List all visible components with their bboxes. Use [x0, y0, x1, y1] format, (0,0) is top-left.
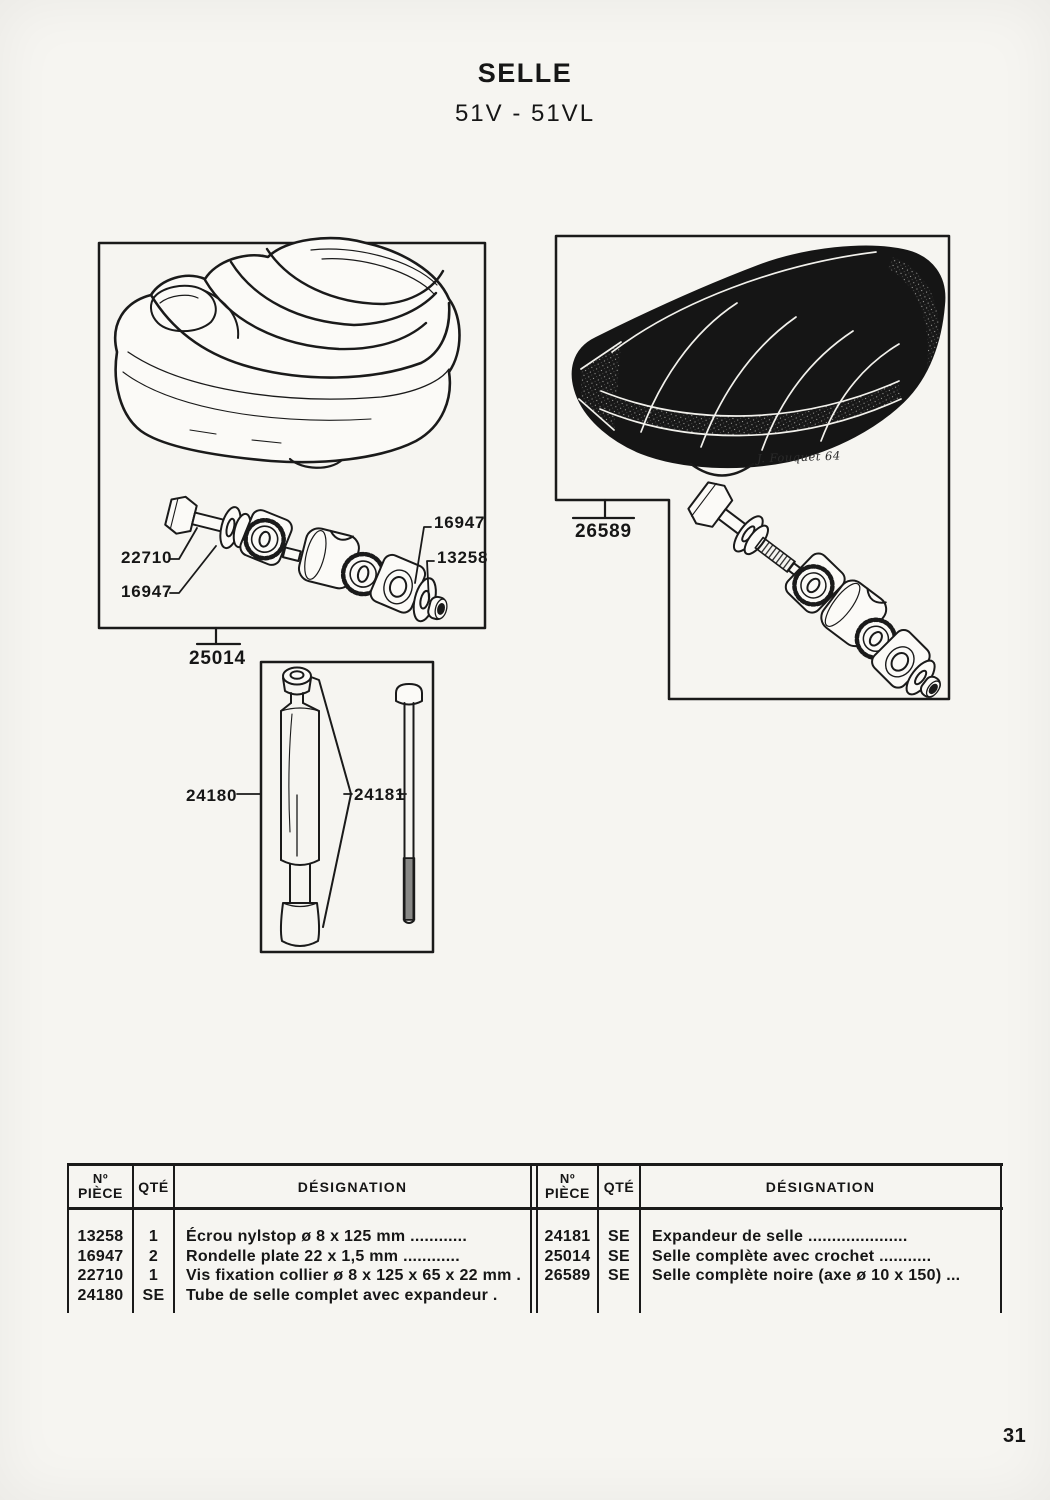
callout-16947-right: 16947	[434, 513, 486, 532]
column-piece-left	[69, 1227, 132, 1305]
table-cell: 1	[148, 1267, 159, 1285]
table-cell: Écrou nylstop ø 8 x 125 mm ............	[186, 1228, 468, 1245]
table-cell: 24181	[544, 1228, 591, 1245]
seat-tube-drawing	[281, 668, 319, 947]
header-piece-right: Nº PIÈCE	[544, 1171, 590, 1201]
right-hardware-drawing	[677, 473, 963, 711]
table-cell: 2	[148, 1247, 159, 1265]
table-cell: 13258	[77, 1228, 124, 1245]
page-number: 31	[1003, 1425, 1027, 1447]
table-cell: Rondelle plate 22 x 1,5 mm ............	[186, 1247, 461, 1265]
table-cell: SE	[608, 1247, 630, 1265]
page-title: SELLE	[477, 58, 573, 88]
callout-13258: 13258	[437, 548, 489, 567]
expander-wedge-drawing	[311, 677, 351, 927]
callout-24181: 24181	[354, 785, 406, 804]
header-designation-right: DÉSIGNATION	[765, 1178, 876, 1195]
black-saddle-drawing	[573, 247, 945, 476]
header-designation-left: DÉSIGNATION	[297, 1178, 408, 1195]
callout-24180: 24180	[186, 786, 238, 805]
column-piece-right	[538, 1227, 597, 1286]
table-vrule	[530, 1163, 532, 1313]
artist-signature: J. Fouquet 64	[756, 448, 841, 466]
table-cell: Expandeur de selle .....................	[652, 1228, 908, 1245]
callout-22710: 22710	[121, 548, 173, 567]
table-cell: SE	[608, 1267, 630, 1285]
header-qty-left: QTÉ	[138, 1178, 169, 1195]
table-cell: SE	[608, 1228, 630, 1245]
table-cell: 22710	[77, 1267, 124, 1285]
table-cell: SE	[142, 1286, 165, 1304]
left-hardware-drawing	[157, 487, 459, 627]
callout-25014: 25014	[189, 648, 246, 669]
header-piece-left: Nº PIÈCE	[77, 1171, 123, 1201]
table-cell: 1	[148, 1228, 159, 1245]
column-qty-left	[134, 1227, 173, 1305]
table-cell: 26589	[544, 1267, 591, 1285]
column-designation-right	[641, 1227, 1000, 1286]
table-cell: Selle complète avec crochet ...........	[652, 1247, 932, 1265]
column-qty-right	[599, 1227, 639, 1286]
model-subtitle: 51V - 51VL	[454, 100, 596, 127]
table-cell: Tube de selle complet avec expandeur .	[186, 1286, 498, 1304]
column-designation-left	[175, 1227, 530, 1305]
table-cell: 16947	[77, 1247, 124, 1265]
callout-26589: 26589	[575, 521, 632, 542]
callout-16947-left: 16947	[121, 582, 173, 601]
table-vrule	[1000, 1163, 1002, 1313]
table-cell: 24180	[77, 1286, 124, 1304]
table-cell: Vis fixation collier ø 8 x 125 x 65 x 22 mm .	[186, 1267, 522, 1285]
table-header-rule	[67, 1207, 1003, 1210]
table-cell: Selle complète noire (axe ø 10 x 150) ...	[652, 1267, 961, 1285]
header-qty-right: QTÉ	[603, 1178, 635, 1195]
white-saddle-drawing	[115, 238, 459, 468]
table-cell: 25014	[544, 1247, 591, 1265]
